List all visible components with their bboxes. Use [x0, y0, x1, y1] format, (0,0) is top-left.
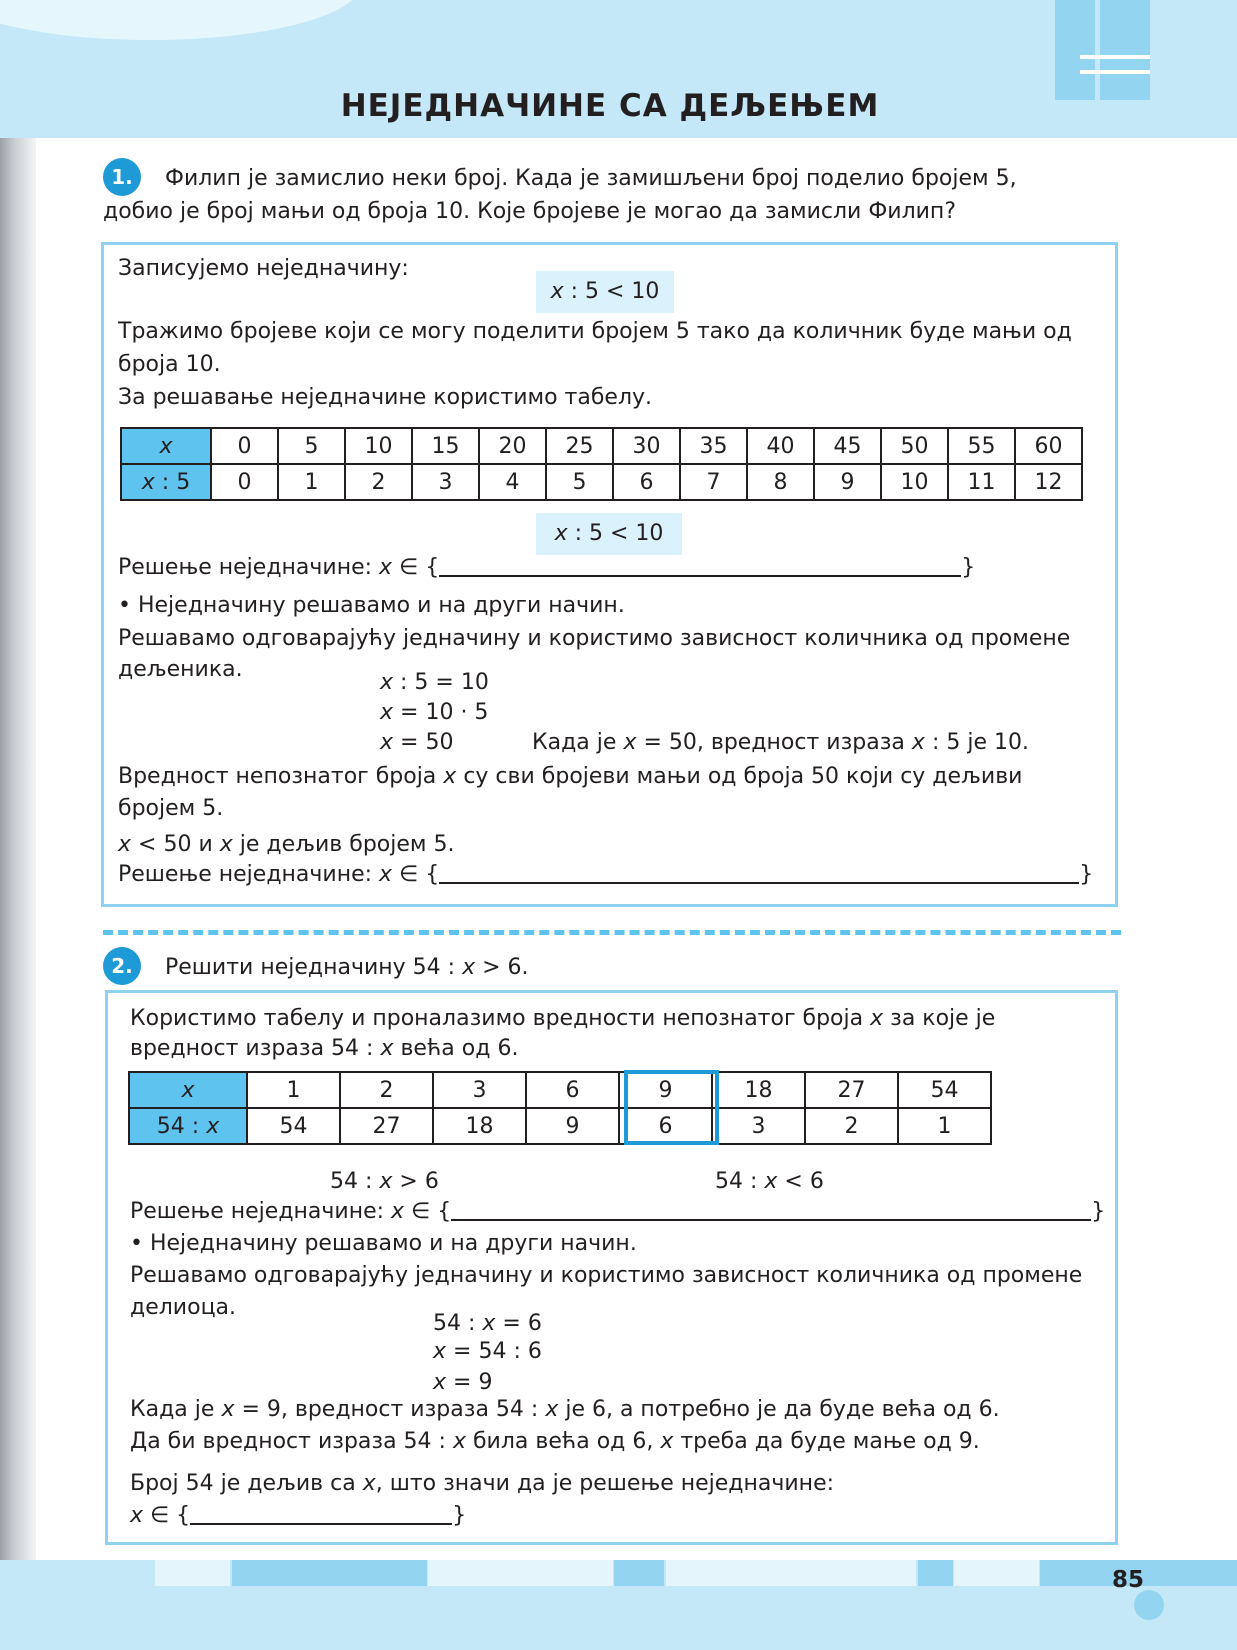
intro-text-line1: Користимо табелу и проналазимо вредности непознатог броја x за које је: [130, 1006, 996, 1031]
task-2-solution-box: [105, 990, 1118, 1545]
search-text-line1: Тражимо бројеве који се могу поделити бројем 5 тако да количник буде мањи од: [118, 319, 1072, 344]
task-2-text: Решити неједначину 54 : x > 6.: [165, 955, 529, 980]
table-head-x: x: [121, 428, 211, 464]
task-1-solution-box: [101, 242, 1118, 907]
table-head-x: x: [129, 1072, 247, 1108]
answer-blank[interactable]: [190, 1501, 452, 1525]
solution-line-2: Решење неједначине: x ∈ { }: [118, 862, 1094, 887]
when-text-3: Да би вредност израза 54 : x била већа од 6, x треба да буде мање од 9.: [130, 1429, 980, 1454]
solution-line-3: Решење неједначине: x ∈ { }: [130, 1199, 1106, 1224]
table-head-x-div-5: x : 5: [121, 464, 211, 500]
other-way-text: • Неједначину решавамо и на други начин.: [118, 593, 625, 618]
inequality-highlight: x : 5 < 10: [536, 271, 674, 313]
table-row: x 0 5 10 15 20 25 30 35 40 45 50 55 60: [121, 428, 1082, 464]
page-number: 85: [1112, 1567, 1145, 1593]
bottom-decoration: [0, 1560, 1237, 1650]
method-text-line1-2: Решавамо одговарајућу једначину и користимо зависност количника од промене: [130, 1263, 1083, 1288]
use-table-text: За решавање неједначине користимо табелу.: [118, 385, 653, 410]
task-1-badge: 1.: [103, 158, 141, 196]
highlighted-column-9: [624, 1070, 719, 1145]
method-text-line2: дељеника.: [118, 657, 243, 682]
equation-6: x = 9: [433, 1370, 493, 1395]
write-inequality-label: Записујемо неједначину:: [118, 256, 409, 281]
when-text: Када је x = 50, вредност израза x : 5 је 10.: [532, 730, 1029, 755]
task-2-badge: 2.: [103, 947, 141, 985]
table-head-54-div-x: 54 : x: [129, 1108, 247, 1144]
value-text-line1: Вредност непознатог броја x су сви бројеви мањи од броја 50 који су дељиви: [118, 764, 1023, 789]
equation-4: 54 : x = 6: [433, 1311, 542, 1336]
page-title: НЕЈЕДНАЧИНЕ СА ДЕЉЕЊЕМ: [340, 88, 880, 124]
value-table-2: [128, 1071, 992, 1145]
inequality-greater: 54 : x > 6: [330, 1169, 439, 1194]
task-1-text-line1: Филип је замислио неки број. Када је замишљени број поделио бројем 5,: [165, 166, 1017, 191]
table-row: x : 5 0 1 2 3 4 5 6 7 8 9 10 11 12: [121, 464, 1082, 500]
book-spine-shadow: [0, 0, 36, 1650]
when-text-2: Када је x = 9, вредност израза 54 : x је 6, а потребно је да буде већа од 6.: [130, 1397, 1000, 1422]
final-solution-line: x ∈ { }: [130, 1503, 467, 1528]
value-table-1: [120, 427, 1083, 501]
task-1-text-line2: добио је број мањи од броја 10. Које бројеве је могао да замисли Филип?: [103, 199, 956, 224]
answer-blank[interactable]: [439, 553, 961, 577]
inequality-less: 54 : x < 6: [715, 1169, 824, 1194]
equation-5: x = 54 : 6: [433, 1339, 542, 1364]
other-way-text-2: • Неједначину решавамо и на други начин.: [130, 1231, 637, 1256]
search-text-line2: броја 10.: [118, 352, 221, 377]
answer-blank[interactable]: [439, 860, 1079, 884]
equation-2: x = 10 · 5: [380, 700, 489, 725]
intro-text-line2: вредност израза 54 : x већа од 6.: [130, 1036, 519, 1061]
table-row: x 1 2 3 6 9 18 27 54: [129, 1072, 991, 1108]
answer-blank[interactable]: [451, 1197, 1091, 1221]
solution-line-1: Решење неједначине: x ∈ { }: [118, 555, 976, 580]
method-text-line1: Решавамо одговарајућу једначину и користимо зависност количника од промене: [118, 626, 1071, 651]
section-divider: [103, 930, 1121, 935]
table-row: 54 : x 54 27 18 9 6 3 2 1: [129, 1108, 991, 1144]
page-number-dot: [1134, 1590, 1164, 1620]
divisible-text: Број 54 је дељив са x, што значи да је решење неједначине:: [130, 1471, 835, 1496]
value-text-line2: бројем 5.: [118, 796, 224, 821]
equation-3: x = 50: [380, 730, 454, 755]
equation-1: x : 5 = 10: [380, 670, 489, 695]
method-text-line2-2: делиоца.: [130, 1295, 237, 1320]
condition-text: x < 50 и x је дељив бројем 5.: [118, 832, 455, 857]
inequality-highlight-2: x : 5 < 10: [536, 513, 682, 555]
